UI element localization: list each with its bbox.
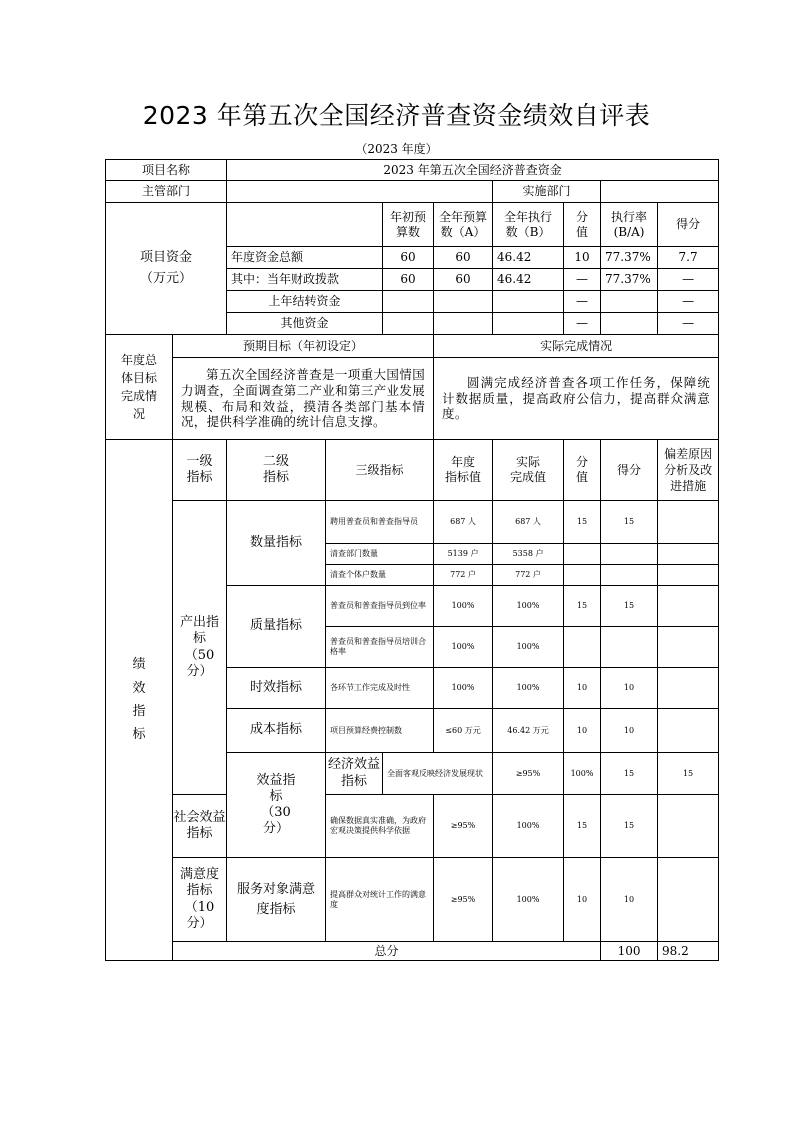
indicator-row: [106, 501, 719, 544]
score-value-cell: 10: [564, 858, 601, 942]
funds-header-score: 得分: [658, 203, 719, 247]
funds-row-name: 年度资金总额: [227, 247, 383, 269]
project-name-value: 2023 年第五次全国经济普查资金: [227, 160, 719, 181]
score-value-cell: 15: [564, 501, 601, 544]
funds-row-annual: [434, 313, 493, 335]
funds-row-annual: 60: [434, 247, 493, 269]
score-cell: 15: [601, 586, 658, 627]
score-value-cell: 15: [564, 586, 601, 627]
indicators-header-score-value: 分 值: [564, 440, 601, 501]
project-name-label: 项目名称: [106, 160, 227, 181]
score-cell: 15: [601, 501, 658, 544]
funds-row-score: —: [658, 313, 719, 335]
level2-social: 社会效益指标: [173, 795, 227, 858]
actual-cell: 100%: [493, 795, 564, 858]
deviation-cell: [658, 627, 719, 668]
score-value-cell: 15: [601, 753, 658, 795]
score-cell: 15: [658, 753, 719, 795]
level3-cell: 项目预算经费控制数: [326, 709, 434, 753]
score-cell: 10: [601, 668, 658, 709]
goals-expected-text: [173, 358, 434, 440]
level2-economic: 经济效益指标: [326, 753, 383, 795]
indicator-row: [106, 858, 719, 942]
deviation-cell: [658, 709, 719, 753]
page-title: 2023 年第五次全国经济普查资金绩效自评表: [142, 101, 651, 130]
funds-row-executed: 46.42: [493, 247, 564, 269]
level3-cell: 全面客观反映经济发展现状: [383, 753, 493, 795]
funds-header-initial: 年初预 算数: [383, 203, 434, 247]
score-value-cell: [564, 627, 601, 668]
score-cell: 10: [601, 858, 658, 942]
actual-cell: 687 人: [493, 501, 564, 544]
target-cell: 100%: [434, 668, 493, 709]
impl-dept-label: 实施部门: [493, 181, 601, 203]
funds-row-initial: 60: [383, 269, 434, 291]
total-score-value: 100: [601, 942, 658, 961]
level3-cell: 清查个体户数量: [326, 565, 434, 586]
funds-row-annual: [434, 291, 493, 313]
level3-cell: 清查部门数量: [326, 544, 434, 565]
score-value-cell: [564, 544, 601, 565]
score-value-cell: 10: [564, 668, 601, 709]
target-cell: 5139 户: [434, 544, 493, 565]
indicators-header-level2: 二级 指标: [227, 440, 326, 501]
impl-dept-value: [601, 181, 719, 203]
level3-cell: 提高群众对统计工作的满意度: [326, 858, 434, 942]
funds-row-score-value: —: [564, 291, 601, 313]
funds-row-score: —: [658, 291, 719, 313]
level3-cell: 普查员和普查指导员到位率: [326, 586, 434, 627]
target-cell: ≥95%: [434, 795, 493, 858]
level3-cell: 普查员和普查指导员培训合格率: [326, 627, 434, 668]
funds-label: 项目资金 （万元）: [106, 203, 227, 335]
dept-label: 主管部门: [106, 181, 227, 203]
indicator-row: [106, 795, 719, 858]
goals-expected-text-content: 第五次全国经济普查是一项重大国情国力调查，全面调查第二产业和第三产业发展规模、布局和效益，摸清各类部门基本情况，提供科学准确的统计信息支撑。: [181, 367, 426, 430]
score-cell: 15: [601, 795, 658, 858]
goals-actual-text: [434, 358, 719, 440]
deviation-cell: [658, 565, 719, 586]
funds-row-initial: [383, 291, 434, 313]
goals-actual-header: 实际完成情况: [434, 335, 719, 358]
funds-header-score-value: 分 值: [564, 203, 601, 247]
funds-header-annual: 全年预算 数（A）: [434, 203, 493, 247]
target-cell: ≥95%: [493, 753, 564, 795]
indicators-header-deviation: 偏差原因 分析及改 进措施: [658, 440, 719, 501]
deviation-cell: [658, 858, 719, 942]
funds-row-rate: 77.37%: [601, 247, 658, 269]
funds-row-name: 其他资金: [227, 313, 383, 335]
funds-row-executed: [493, 291, 564, 313]
goals-label: 年度总 体目标 完成情 况: [106, 335, 173, 440]
actual-cell: 100%: [493, 858, 564, 942]
funds-row-executed: 46.42: [493, 269, 564, 291]
score-value-cell: 10: [564, 709, 601, 753]
actual-cell: 100%: [564, 753, 601, 795]
actual-cell: 5358 户: [493, 544, 564, 565]
level3-cell: 确保数据真实准确，为政府宏观决策提供科学依据: [326, 795, 434, 858]
indicators-header-actual: 实际 完成值: [493, 440, 564, 501]
level2-quality: 质量指标: [227, 586, 326, 668]
deviation-cell: [658, 586, 719, 627]
level2-satisfaction: 服务对象满意 度指标: [227, 858, 326, 942]
level1-benefit: 效益指 标 （30 分）: [227, 753, 326, 858]
level2-quantity: 数量指标: [227, 501, 326, 586]
indicators-header-level1: 一级 指标: [173, 440, 227, 501]
target-cell: 687 人: [434, 501, 493, 544]
actual-cell: 100%: [493, 668, 564, 709]
funds-row-annual: 60: [434, 269, 493, 291]
indicators-header-score: 得分: [601, 440, 658, 501]
funds-row-rate: 77.37%: [601, 269, 658, 291]
target-cell: ≤60 万元: [434, 709, 493, 753]
level3-cell: 各环节工作完成及时性: [326, 668, 434, 709]
funds-row-initial: [383, 313, 434, 335]
score-cell: [601, 544, 658, 565]
deviation-cell: [658, 795, 719, 858]
actual-cell: 772 户: [493, 565, 564, 586]
funds-row-rate: [601, 291, 658, 313]
deviation-cell: [658, 668, 719, 709]
funds-row-executed: [493, 313, 564, 335]
dept-value: [227, 181, 493, 203]
funds-header-executed: 全年执行 数（B）: [493, 203, 564, 247]
funds-row-score: 7.7: [658, 247, 719, 269]
funds-row-rate: [601, 313, 658, 335]
funds-header-blank: [227, 203, 383, 247]
level3-cell: 聘用普查员和普查指导员: [326, 501, 434, 544]
goals-actual-text-content: 圆满完成经济普查各项工作任务，保障统计数据质量，提高政府公信力，提高群众满意度。: [442, 375, 711, 422]
target-cell: 100%: [434, 627, 493, 668]
funds-row-name: 上年结转资金: [227, 291, 383, 313]
score-value-cell: 15: [564, 795, 601, 858]
funds-row-name: 其中：当年财政拨款: [227, 269, 383, 291]
total-score: 98.2: [658, 942, 719, 961]
score-value-cell: [564, 565, 601, 586]
score-cell: [601, 565, 658, 586]
target-cell: 100%: [434, 586, 493, 627]
indicators-header-level3: 三级指标: [326, 440, 434, 501]
target-cell: ≥95%: [434, 858, 493, 942]
indicators-label: 绩 效 指 标: [106, 440, 173, 961]
funds-header-rate: 执行率 (B/A): [601, 203, 658, 247]
deviation-cell: [658, 544, 719, 565]
funds-row-score-value: —: [564, 269, 601, 291]
score-cell: [601, 627, 658, 668]
actual-cell: 100%: [493, 627, 564, 668]
funds-row-score: —: [658, 269, 719, 291]
evaluation-table: [105, 159, 719, 961]
actual-cell: 100%: [493, 586, 564, 627]
year-note: （2023 年度）: [355, 142, 438, 156]
level2-cost: 成本指标: [227, 709, 326, 753]
actual-cell: 46.42 万元: [493, 709, 564, 753]
score-cell: 10: [601, 709, 658, 753]
funds-row-score-value: —: [564, 313, 601, 335]
level1-output: 产出指 标 （50 分）: [173, 501, 227, 795]
total-label: 总分: [173, 942, 601, 961]
deviation-cell: [658, 501, 719, 544]
goals-expected-header: 预期目标（年初设定）: [173, 335, 434, 358]
funds-row-score-value: 10: [564, 247, 601, 269]
funds-row-initial: 60: [383, 247, 434, 269]
level1-satisfaction: 满意度 指标 （10 分）: [173, 858, 227, 942]
target-cell: 772 户: [434, 565, 493, 586]
indicators-header-target: 年度 指标值: [434, 440, 493, 501]
level2-timeliness: 时效指标: [227, 668, 326, 709]
